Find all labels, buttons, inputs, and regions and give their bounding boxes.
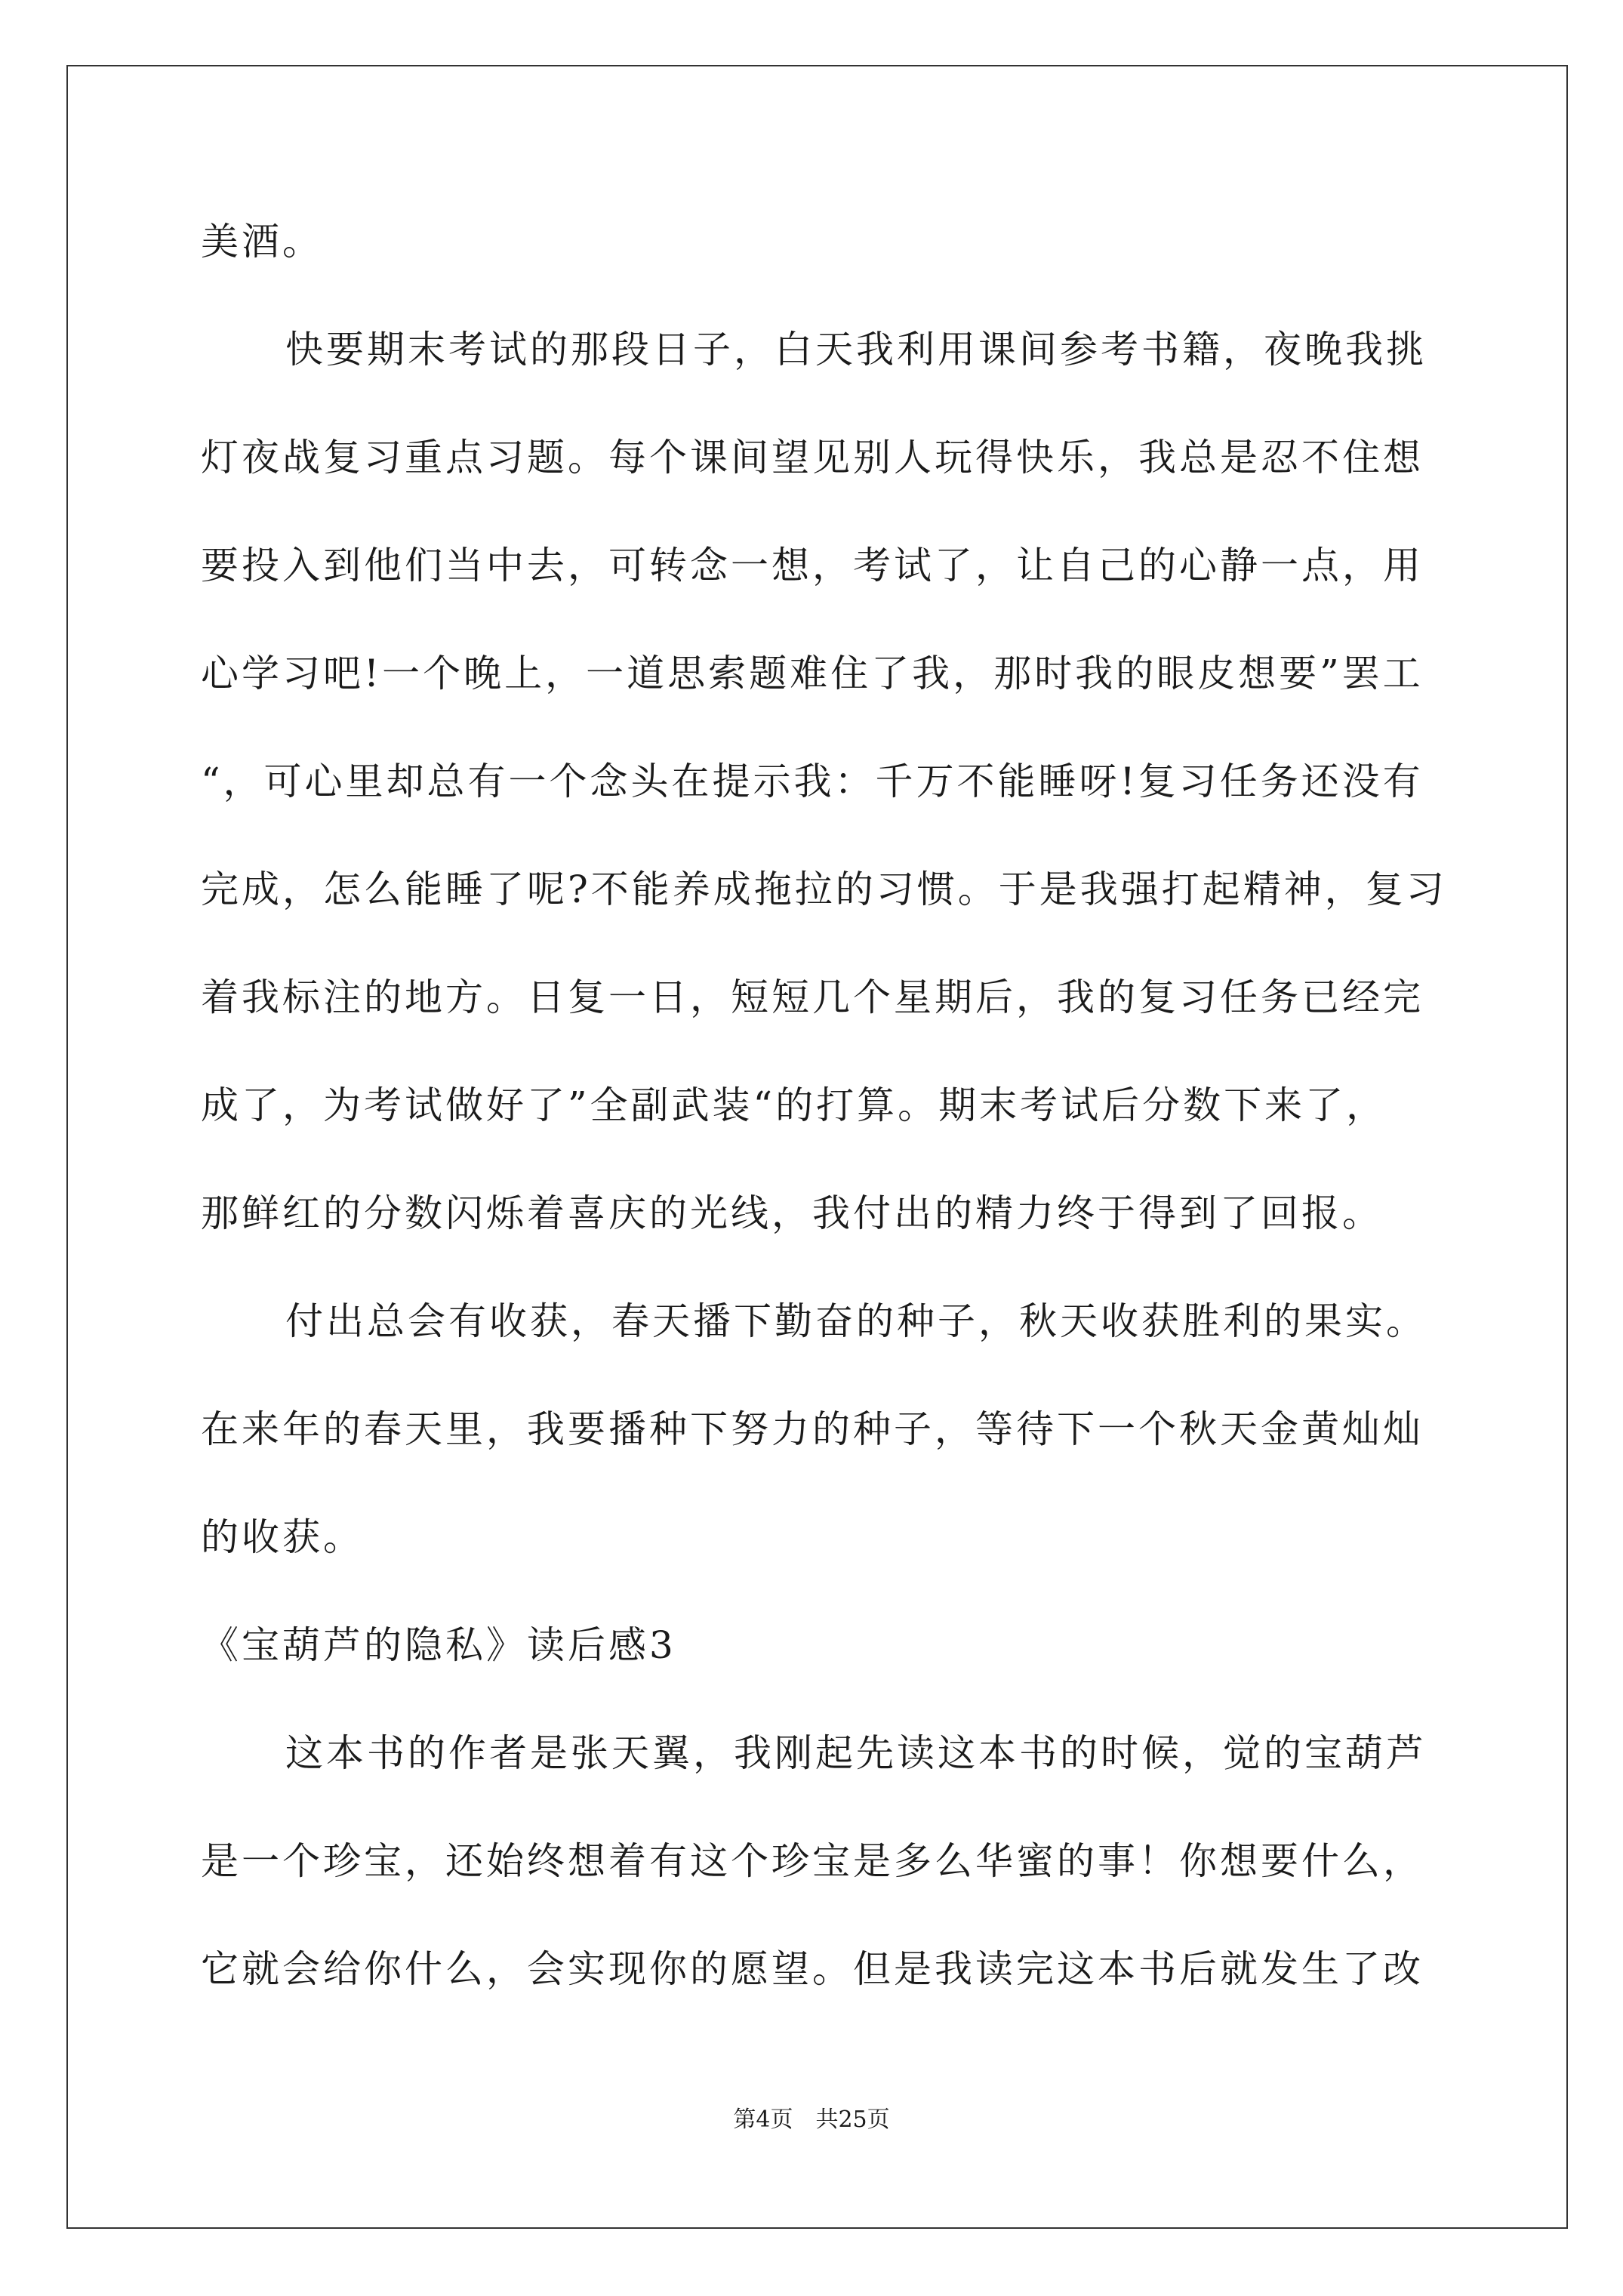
paragraph-start: 付出总会有收获，春天播下勤奋的种子，秋天收获胜利的果实。 xyxy=(285,1299,1427,1343)
text-line: 美酒。 xyxy=(201,220,323,264)
text-line: “，可心里却总有一个念头在提示我：千万不能睡呀!复习任务还没有 xyxy=(201,760,1424,803)
text-line: 成了，为考试做好了”全副武装“的打算。期末考试后分数下来了， xyxy=(201,1083,1387,1127)
text-line: 要投入到他们当中去，可转念一想，考试了，让自己的心静一点，用 xyxy=(201,544,1424,587)
page-number-footer: 第4页 共25页 xyxy=(733,2106,890,2133)
text-line: 那鲜红的分数闪烁着喜庆的光线，我付出的精力终于得到了回报。 xyxy=(201,1191,1383,1235)
text-line: 完成，怎么能睡了呢?不能养成拖拉的习惯。于是我强打起精神，复习 xyxy=(201,868,1447,911)
paragraph-start: 快要期末考试的那段日子，白天我利用课间参考书籍，夜晚我挑 xyxy=(285,328,1427,371)
page-border xyxy=(66,65,1568,2229)
text-line: 在来年的春天里，我要播种下努力的种子，等待下一个秋天金黄灿灿 xyxy=(201,1407,1424,1451)
paragraph-start: 这本书的作者是张天翼，我刚起先读这本书的时候，觉的宝葫芦 xyxy=(285,1731,1427,1775)
text-line: 的收获。 xyxy=(201,1515,364,1559)
text-line: 着我标注的地方。日复一日，短短几个星期后，我的复习任务已经完 xyxy=(201,975,1424,1019)
text-line: 灯夜战复习重点习题。每个课间望见别人玩得快乐，我总是忍不住想 xyxy=(201,436,1424,479)
text-line: 心学习吧!一个晚上，一道思索题难住了我，那时我的眼皮想要”罢工 xyxy=(201,652,1424,695)
section-heading: 《宝葫芦的隐私》读后感3 xyxy=(201,1623,676,1667)
text-line: 它就会给你什么，会实现你的愿望。但是我读完这本书后就发生了改 xyxy=(201,1947,1424,1991)
text-line: 是一个珍宝，还始终想着有这个珍宝是多么华蜜的事！你想要什么， xyxy=(201,1839,1424,1883)
